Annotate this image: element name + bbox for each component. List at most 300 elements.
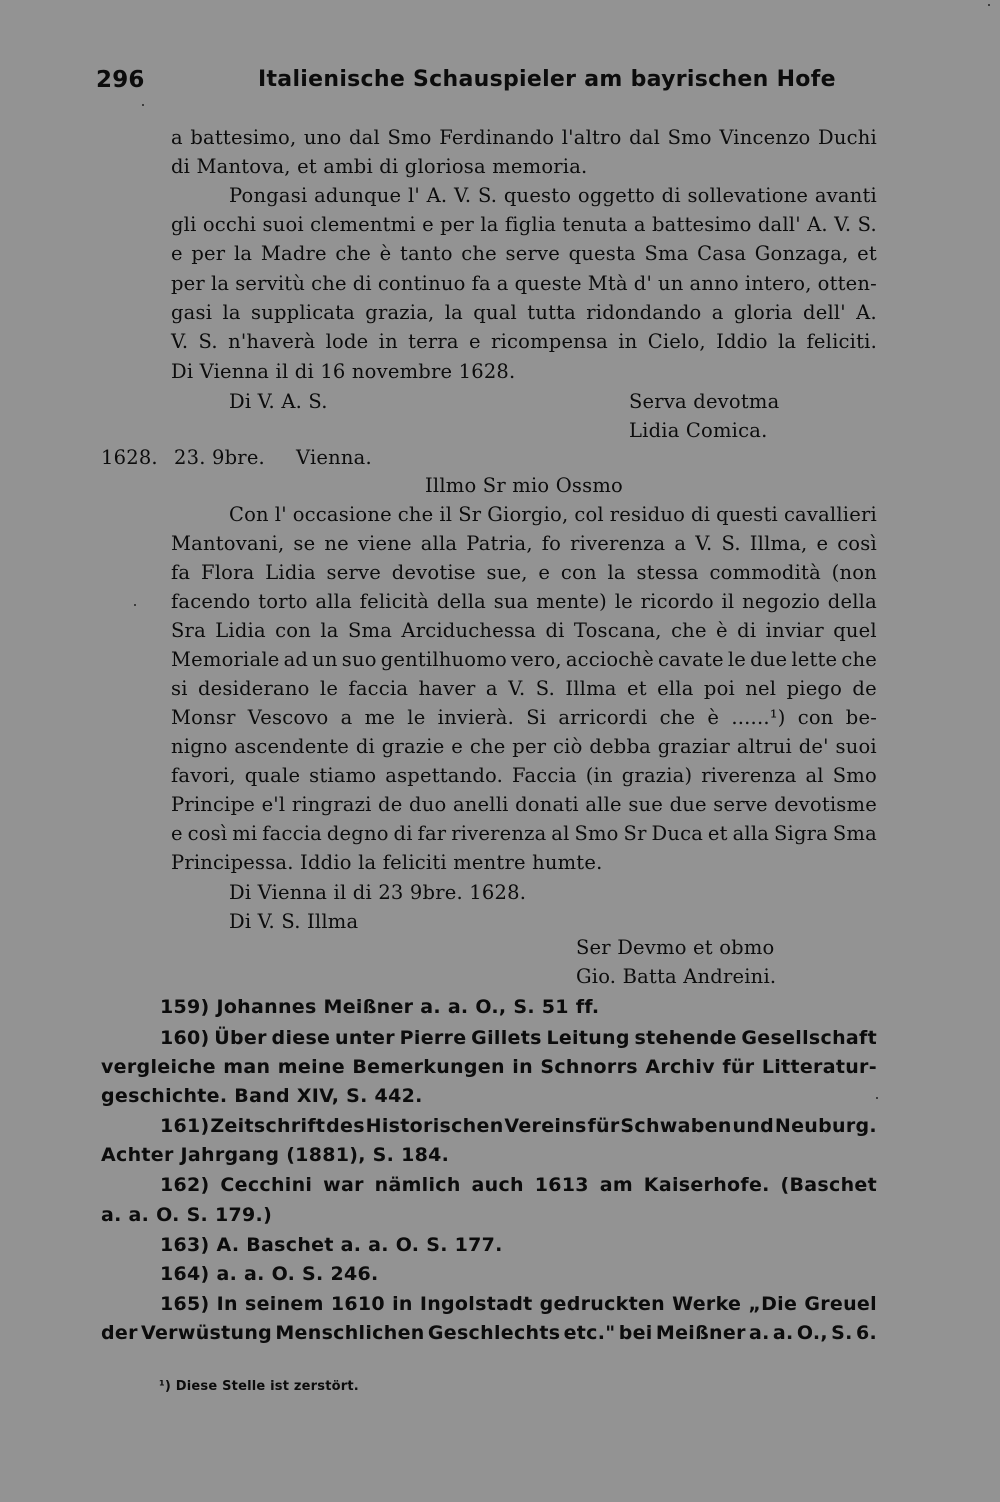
letter-date: 23. 9bre. bbox=[174, 446, 265, 469]
text-line bbox=[171, 532, 877, 556]
text-line bbox=[171, 561, 877, 585]
word: seinem bbox=[245, 1293, 324, 1315]
word: Duchi bbox=[818, 126, 877, 149]
word: due bbox=[669, 793, 707, 816]
salutation: Di V. A. S. bbox=[229, 390, 328, 413]
word: la bbox=[444, 301, 463, 324]
word: riverenza bbox=[451, 822, 547, 845]
word: stiamo bbox=[309, 764, 377, 787]
word: fa bbox=[171, 561, 191, 584]
word: nämlich bbox=[374, 1174, 461, 1196]
word: grazia) bbox=[621, 764, 693, 787]
word: terra bbox=[408, 330, 459, 353]
word: tutta bbox=[527, 301, 576, 324]
word: felicità bbox=[359, 590, 430, 613]
word: che bbox=[311, 272, 347, 295]
word: Werke bbox=[672, 1293, 742, 1315]
word: serve bbox=[326, 561, 381, 584]
word: alla bbox=[420, 532, 458, 555]
word: al bbox=[805, 764, 824, 787]
word: a bbox=[633, 213, 646, 236]
word: gedruckten bbox=[539, 1293, 666, 1315]
word: e bbox=[538, 561, 551, 584]
word: „Die bbox=[748, 1293, 798, 1315]
word: Historischen bbox=[365, 1115, 504, 1137]
word: V. bbox=[508, 677, 526, 700]
word: tanto bbox=[400, 242, 453, 265]
word: a bbox=[171, 126, 183, 149]
endnote: geschichte. Band XIV, S. 442. bbox=[101, 1085, 423, 1107]
signature-line: Ser Devmo et obmo bbox=[576, 936, 775, 959]
word: Mantovani, bbox=[171, 532, 285, 555]
word: che bbox=[671, 619, 707, 642]
word: sollevatione bbox=[687, 184, 809, 207]
word: Mtà bbox=[587, 272, 628, 295]
word: Con bbox=[229, 503, 269, 526]
word: a bbox=[496, 272, 509, 295]
word: et bbox=[707, 822, 728, 845]
word: quel bbox=[833, 619, 877, 642]
word: riverenza bbox=[570, 532, 666, 555]
text-line bbox=[229, 503, 877, 527]
signature-name: Gio. Batta Andreini. bbox=[576, 965, 777, 988]
word: servitù bbox=[235, 272, 306, 295]
word: Cecchini bbox=[220, 1174, 313, 1196]
word: Gillets bbox=[471, 1027, 542, 1049]
word: stessa bbox=[636, 561, 699, 584]
word: Smo bbox=[667, 126, 712, 149]
word: für bbox=[722, 1056, 755, 1078]
word: Geschlechts bbox=[427, 1322, 561, 1344]
word: arricordi bbox=[558, 706, 648, 729]
endnote bbox=[101, 1055, 877, 1079]
word: suo bbox=[341, 648, 377, 671]
scan-speck bbox=[988, 4, 990, 6]
word: ridondando bbox=[586, 301, 702, 324]
word: al bbox=[551, 822, 570, 845]
text-line bbox=[171, 301, 877, 325]
word: devotisme bbox=[774, 793, 877, 816]
endnote bbox=[160, 1026, 877, 1050]
word: in bbox=[618, 330, 638, 353]
word: occasione bbox=[292, 503, 392, 526]
word: degno bbox=[326, 822, 389, 845]
word: suoi bbox=[835, 735, 877, 758]
word: intero, bbox=[744, 272, 812, 295]
word: Sigra bbox=[773, 822, 828, 845]
word: Kaiserhofe. bbox=[643, 1174, 770, 1196]
word: Vescovo bbox=[247, 706, 329, 729]
word: dal bbox=[348, 126, 380, 149]
word: acciochè bbox=[565, 648, 654, 671]
word: Ingolstadt bbox=[419, 1293, 533, 1315]
word: suoi bbox=[262, 213, 304, 236]
word: a bbox=[674, 532, 687, 555]
word: Cielo, bbox=[647, 330, 706, 353]
word: meine bbox=[277, 1056, 345, 1078]
word: con bbox=[275, 619, 311, 642]
word: di bbox=[737, 619, 757, 642]
word: in bbox=[378, 330, 398, 353]
word: gloria bbox=[733, 301, 793, 324]
word: per bbox=[191, 242, 226, 265]
signature-line: Serva devotma bbox=[629, 390, 780, 413]
word: donati bbox=[515, 793, 579, 816]
word: che bbox=[397, 503, 434, 526]
closing-line: Di V. S. Illma bbox=[229, 910, 359, 933]
word: tenuta bbox=[562, 213, 628, 236]
word: 1613 bbox=[534, 1174, 589, 1196]
word: Memoriale bbox=[171, 648, 280, 671]
word: Zeitschrift bbox=[210, 1115, 326, 1137]
word: così bbox=[187, 822, 228, 845]
word: V. bbox=[453, 184, 472, 207]
word: diese bbox=[271, 1027, 331, 1049]
word: bei bbox=[618, 1322, 653, 1344]
word: qual bbox=[473, 301, 517, 324]
word: de bbox=[852, 677, 877, 700]
word: clementmi bbox=[310, 213, 416, 236]
word: queste bbox=[514, 272, 582, 295]
word: negozio bbox=[742, 590, 821, 613]
word: S. bbox=[477, 184, 498, 207]
word: S. bbox=[831, 1322, 853, 1344]
word: cavate bbox=[657, 648, 724, 671]
word: (in bbox=[585, 764, 613, 787]
word: Smo bbox=[387, 126, 432, 149]
word: la bbox=[222, 301, 241, 324]
word: am bbox=[599, 1174, 633, 1196]
text-line bbox=[171, 126, 877, 150]
word: Arciduchessa bbox=[401, 619, 537, 642]
word: lode bbox=[325, 330, 369, 353]
word: war bbox=[323, 1174, 364, 1196]
word: di bbox=[352, 272, 372, 295]
word: graziar bbox=[657, 735, 731, 758]
word: serve bbox=[505, 242, 560, 265]
scan-speck bbox=[876, 1097, 878, 1099]
word: ringrazi bbox=[291, 793, 372, 816]
word: per bbox=[171, 272, 205, 295]
word: e bbox=[422, 213, 434, 236]
word: und bbox=[732, 1115, 775, 1137]
word: due bbox=[750, 648, 788, 671]
word: dell' bbox=[803, 301, 846, 324]
word: 162) bbox=[160, 1174, 210, 1196]
endnote: 163) A. Baschet a. a. O. S. 177. bbox=[160, 1234, 503, 1256]
word: Flora bbox=[201, 561, 255, 584]
word: alla bbox=[315, 590, 352, 613]
word: Toscana, bbox=[573, 619, 662, 642]
word: ne bbox=[324, 532, 349, 555]
text-line bbox=[171, 619, 877, 643]
word: la bbox=[320, 619, 339, 642]
word: vero, bbox=[510, 648, 562, 671]
endnote: 164) a. a. O. S. 246. bbox=[160, 1263, 379, 1285]
word: Smo bbox=[832, 764, 877, 787]
word: avanti bbox=[814, 184, 877, 207]
page-number: 296 bbox=[96, 67, 145, 93]
word: (Baschet bbox=[780, 1174, 877, 1196]
word: otten- bbox=[817, 272, 877, 295]
word: Sr bbox=[458, 503, 482, 526]
word: che bbox=[461, 242, 497, 265]
word: In bbox=[216, 1293, 238, 1315]
word: fa bbox=[471, 272, 491, 295]
word: la bbox=[233, 242, 253, 265]
word: de bbox=[378, 793, 403, 816]
word: la bbox=[607, 561, 626, 584]
word: di bbox=[355, 735, 375, 758]
word: n'haverà bbox=[228, 330, 316, 353]
word: torto bbox=[258, 590, 308, 613]
word: Iddio bbox=[716, 330, 768, 353]
word: residuo bbox=[609, 503, 686, 526]
word: grazia, bbox=[365, 301, 435, 324]
word: l' bbox=[407, 184, 420, 207]
word: unter bbox=[335, 1027, 395, 1049]
word: l' bbox=[274, 503, 287, 526]
word: Faccia bbox=[512, 764, 577, 787]
word: stehende bbox=[634, 1027, 737, 1049]
word: für bbox=[587, 1115, 620, 1137]
word: 1610 bbox=[330, 1293, 385, 1315]
word: Sr bbox=[623, 822, 647, 845]
word: Schnorrs bbox=[540, 1056, 638, 1078]
word: e bbox=[451, 735, 464, 758]
word: Pierre bbox=[399, 1027, 467, 1049]
word: be- bbox=[845, 706, 877, 729]
word: desiderano bbox=[198, 677, 310, 700]
letter-date-year: 1628. bbox=[101, 446, 158, 469]
word: Vincenzo bbox=[719, 126, 811, 149]
word: Ferdinando bbox=[439, 126, 555, 149]
endnote: a. a. O. S. 179.) bbox=[101, 1204, 273, 1226]
word: di bbox=[661, 184, 681, 207]
word: Schwaben bbox=[620, 1115, 732, 1137]
word: a bbox=[485, 677, 498, 700]
word: Meißner bbox=[655, 1322, 746, 1344]
word: S. bbox=[535, 677, 555, 700]
word: quale bbox=[244, 764, 301, 787]
word: S. bbox=[721, 532, 741, 555]
word: 6. bbox=[855, 1322, 877, 1344]
text-line bbox=[171, 764, 877, 788]
word: anelli bbox=[452, 793, 509, 816]
word: col bbox=[574, 503, 604, 526]
word: così bbox=[837, 532, 877, 555]
word: 161) bbox=[160, 1115, 210, 1137]
text-line bbox=[171, 330, 877, 354]
word: nigno bbox=[171, 735, 228, 758]
word: A. bbox=[426, 184, 448, 207]
word: Leitung bbox=[546, 1027, 630, 1049]
word: faccia bbox=[348, 677, 409, 700]
word: della bbox=[827, 590, 877, 613]
word: il bbox=[721, 590, 735, 613]
word: Si bbox=[526, 706, 547, 729]
word: e bbox=[171, 822, 183, 845]
text-line bbox=[171, 822, 877, 846]
word: Gesellschaft bbox=[741, 1027, 877, 1049]
word: Duca bbox=[651, 822, 704, 845]
word: mente) bbox=[536, 590, 607, 613]
word: vergleiche bbox=[101, 1056, 216, 1078]
word: supplicata bbox=[250, 301, 355, 324]
word: Illma, bbox=[749, 532, 808, 555]
text-line bbox=[171, 213, 877, 237]
word: V. bbox=[695, 532, 713, 555]
word: questo bbox=[503, 184, 572, 207]
word: a. bbox=[749, 1322, 770, 1344]
word: serve bbox=[713, 793, 768, 816]
word: Monsr bbox=[171, 706, 236, 729]
word: e'l bbox=[261, 793, 286, 816]
word: e bbox=[816, 532, 829, 555]
word: ascendente bbox=[234, 735, 350, 758]
text-line bbox=[171, 793, 877, 817]
word: uno bbox=[303, 126, 342, 149]
word: che bbox=[659, 706, 696, 729]
letter-place: Vienna. bbox=[296, 446, 372, 469]
word: questi bbox=[716, 503, 778, 526]
word: Smo bbox=[574, 822, 619, 845]
word: che bbox=[469, 735, 506, 758]
footnote: ¹) Diese Stelle ist zerstört. bbox=[159, 1379, 359, 1394]
word: altrui bbox=[736, 735, 792, 758]
word: che bbox=[841, 648, 877, 671]
word: poi bbox=[703, 677, 735, 700]
word: battesimo bbox=[651, 213, 752, 236]
word: Sra bbox=[171, 619, 206, 642]
word: ......¹) bbox=[731, 706, 786, 729]
word: di bbox=[393, 822, 413, 845]
word: invierà. bbox=[437, 706, 515, 729]
word: feliciti. bbox=[806, 330, 877, 353]
word: per bbox=[440, 213, 475, 236]
word: ricompensa bbox=[491, 330, 608, 353]
word: Sma bbox=[347, 619, 393, 642]
word: anno bbox=[689, 272, 739, 295]
word: in bbox=[512, 1056, 533, 1078]
word: è bbox=[379, 242, 392, 265]
word: adunque bbox=[314, 184, 402, 207]
word: Patria, bbox=[466, 532, 533, 555]
word: Principe bbox=[171, 793, 256, 816]
word: della bbox=[436, 590, 486, 613]
text-line bbox=[171, 648, 877, 672]
word: Giorgio, bbox=[487, 503, 569, 526]
word: debba bbox=[589, 735, 651, 758]
word: Bemerkungen bbox=[352, 1056, 505, 1078]
word: haver bbox=[418, 677, 476, 700]
word: Illma bbox=[565, 677, 617, 700]
word: Pongasi bbox=[229, 184, 308, 207]
word: commodità bbox=[709, 561, 821, 584]
word: ricordo bbox=[640, 590, 714, 613]
word: le bbox=[407, 706, 426, 729]
endnote: Achter Jahrgang (1881), S. 184. bbox=[101, 1144, 450, 1166]
word: se bbox=[293, 532, 316, 555]
letter-address: Illmo Sr mio Ossmo bbox=[425, 474, 623, 497]
word: lette bbox=[791, 648, 838, 671]
word: Madre bbox=[260, 242, 327, 265]
word: facendo bbox=[171, 590, 251, 613]
word: V. bbox=[171, 330, 189, 353]
word: continuo bbox=[377, 272, 466, 295]
word: la bbox=[210, 272, 230, 295]
text-line bbox=[171, 242, 877, 266]
word: der bbox=[101, 1322, 138, 1344]
word: in bbox=[392, 1293, 413, 1315]
word: un bbox=[658, 272, 684, 295]
word: le bbox=[614, 590, 633, 613]
word: occhi bbox=[202, 213, 257, 236]
word: devotise bbox=[391, 561, 476, 584]
word: S. bbox=[857, 213, 877, 236]
word: gli bbox=[171, 213, 197, 236]
word: Über bbox=[214, 1027, 267, 1049]
word: V. bbox=[834, 213, 852, 236]
endnote bbox=[160, 1114, 877, 1138]
word: aspettando. bbox=[385, 764, 504, 787]
text-line bbox=[171, 735, 877, 759]
text-line bbox=[171, 677, 877, 701]
word: viene bbox=[357, 532, 412, 555]
word: etc." bbox=[563, 1322, 616, 1344]
word: cavallieri bbox=[783, 503, 877, 526]
word: che bbox=[335, 242, 372, 265]
word: faccia bbox=[262, 822, 322, 845]
word: sue, bbox=[486, 561, 528, 584]
closing-line: Di Vienna il di 23 9bre. 1628. bbox=[229, 881, 527, 904]
word: far bbox=[417, 822, 447, 845]
word: nel bbox=[745, 677, 777, 700]
word: fo bbox=[541, 532, 562, 555]
endnote bbox=[160, 1292, 877, 1316]
word: le bbox=[319, 677, 339, 700]
scan-speck bbox=[142, 104, 144, 106]
word: ad bbox=[283, 648, 309, 671]
word: la bbox=[777, 330, 797, 353]
word: per bbox=[512, 735, 547, 758]
word: di bbox=[545, 619, 565, 642]
word: oggetto bbox=[577, 184, 655, 207]
word: con bbox=[797, 706, 834, 729]
text-line bbox=[229, 184, 877, 208]
word: e bbox=[469, 330, 481, 353]
word: sue bbox=[628, 793, 664, 816]
word: auch bbox=[471, 1174, 524, 1196]
word: a bbox=[340, 706, 353, 729]
word: duo bbox=[409, 793, 447, 816]
word: è bbox=[716, 619, 728, 642]
word: Greuel bbox=[804, 1293, 877, 1315]
endnote bbox=[160, 1173, 877, 1197]
word: dal bbox=[629, 126, 661, 149]
word: Verwüstung bbox=[141, 1322, 273, 1344]
word: Litteratur- bbox=[761, 1056, 877, 1078]
word: grazie bbox=[381, 735, 445, 758]
word: Menschlichen bbox=[275, 1322, 425, 1344]
text-line: Di Vienna il di 16 novembre 1628. bbox=[171, 360, 516, 383]
word: de' bbox=[798, 735, 829, 758]
word: gasi bbox=[171, 301, 213, 324]
word: ella bbox=[657, 677, 694, 700]
word: et bbox=[626, 677, 647, 700]
word: d' bbox=[633, 272, 653, 295]
word: inviar bbox=[765, 619, 824, 642]
